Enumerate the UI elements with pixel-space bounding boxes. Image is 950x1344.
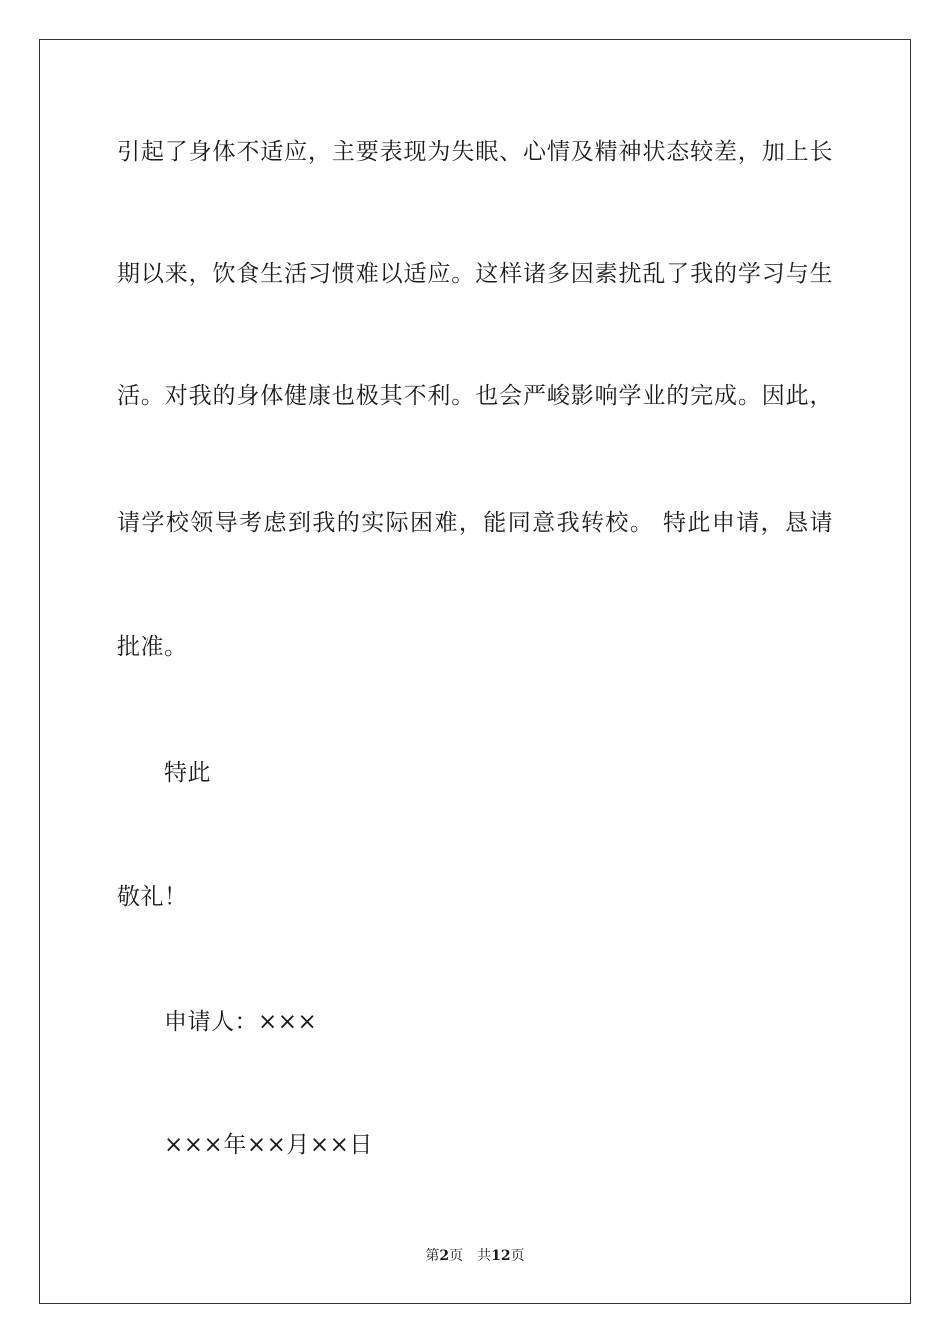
applicant-line: 申请人：××× [164,1009,318,1035]
page-footer [0,1247,950,1265]
body-line-3: 活。对我的身体健康也极其不利。也会严峻影响学业的完成。因此， [117,383,833,409]
body-line-5: 批准。 [117,634,188,660]
body-line-4: 请学校领导考虑到我的实际困难，能同意我转校。 特此申请，恳请 [117,510,833,536]
date-line: ×××年××月××日 [164,1132,373,1158]
total-prefix: 共 [477,1248,492,1264]
total-suffix: 页 [510,1248,525,1264]
body-line-1: 引起了身体不适应，主要表现为失眠、心情及精神状态较差，加上长 [117,139,833,165]
page-border [39,39,911,1304]
closing-text: 特此 [164,760,211,786]
page-number: 2 [439,1248,450,1264]
total-pages: 12 [491,1248,511,1264]
salutation-text: 敬礼！ [117,884,188,910]
page-prefix: 第 [425,1248,440,1264]
page-suffix: 页 [449,1248,464,1264]
body-line-2: 期以来，饮食生活习惯难以适应。这样诸多因素扰乱了我的学习与生 [117,261,833,287]
